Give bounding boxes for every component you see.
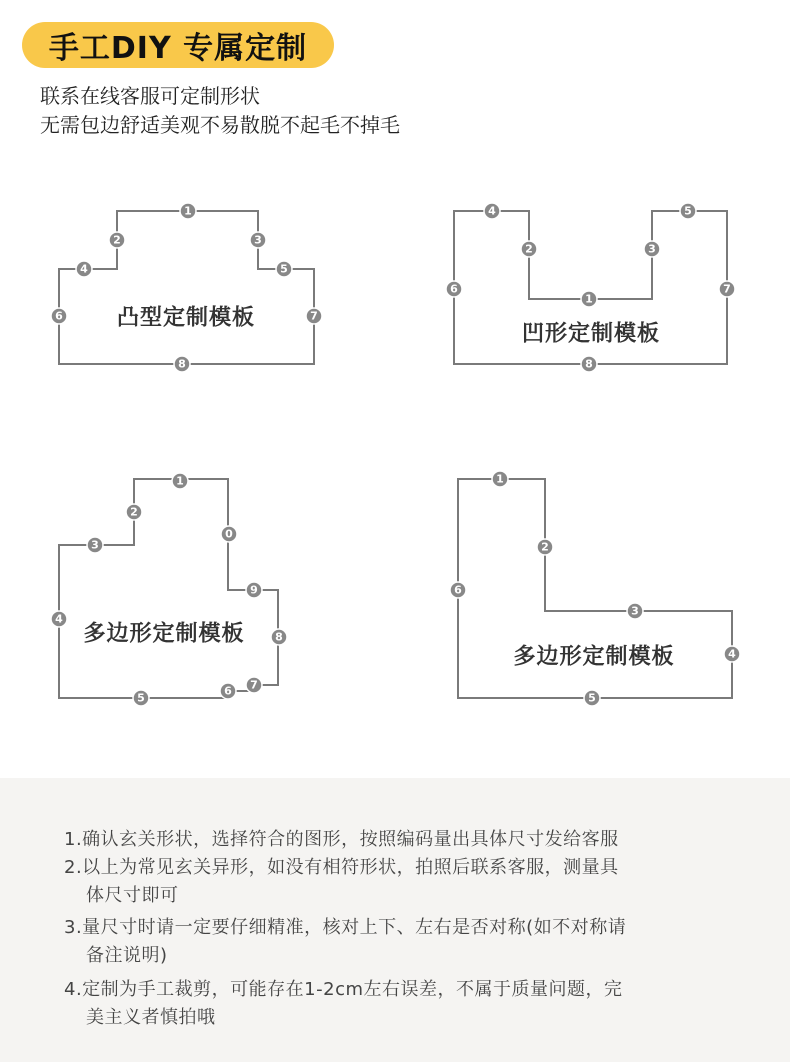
notes-panel	[0, 778, 790, 1062]
marker-6	[220, 683, 236, 699]
marker-2	[109, 232, 125, 248]
marker-label: 7	[723, 282, 731, 296]
marker-label: 7	[310, 309, 318, 323]
marker-label: 5	[280, 262, 288, 276]
marker-label: 6	[450, 282, 458, 296]
marker-label: 4	[55, 612, 63, 626]
note-1-line-1: 1.确认玄关形状，选择符合的图形，按照编码量出具体尺寸发给客服	[64, 829, 619, 850]
marker-label: 2	[130, 505, 138, 519]
marker-4	[724, 646, 740, 662]
marker-4	[484, 203, 500, 219]
marker-label: 8	[585, 357, 593, 371]
marker-label: 2	[541, 540, 549, 554]
marker-label: 2	[113, 233, 121, 247]
marker-3	[250, 232, 266, 248]
marker-7	[246, 677, 262, 693]
marker-label: 6	[55, 309, 63, 323]
marker-7	[306, 308, 322, 324]
marker-label: 4	[80, 262, 88, 276]
template-convex	[51, 203, 322, 372]
marker-6	[450, 582, 466, 598]
marker-label: 3	[254, 233, 262, 247]
marker-0	[221, 526, 237, 542]
template-concave-label: 凹形定制模板	[521, 321, 661, 347]
marker-6	[51, 308, 67, 324]
marker-label: 5	[684, 204, 692, 218]
marker-label: 8	[178, 357, 186, 371]
note-2-line-2: 体尺寸即可	[86, 885, 179, 906]
marker-2	[521, 241, 537, 257]
marker-label: 3	[648, 242, 656, 256]
marker-label: 4	[728, 647, 736, 661]
marker-6	[446, 281, 462, 297]
marker-2	[126, 504, 142, 520]
marker-8	[174, 356, 190, 372]
marker-label: 3	[91, 538, 99, 552]
marker-5	[584, 690, 600, 706]
template-polygon-b	[450, 471, 740, 706]
subtitle-line-2: 无需包边舒适美观不易散脱不起毛不掉毛	[40, 113, 400, 137]
template-polygon-a-label: 多边形定制模板	[83, 621, 245, 647]
marker-label: 6	[454, 583, 462, 597]
note-4-line-1: 4.定制为手工裁剪，可能存在1-2cm左右误差，不属于质量问题，完	[64, 979, 623, 1000]
note-3-line-1: 3.量尺寸时请一定要仔细精准，核对上下、左右是否对称(如不对称请	[64, 917, 627, 938]
marker-8	[581, 356, 597, 372]
note-2	[64, 854, 744, 910]
marker-label: 9	[250, 583, 258, 597]
marker-3	[644, 241, 660, 257]
marker-label: 1	[184, 204, 192, 218]
marker-5	[276, 261, 292, 277]
marker-label: 1	[585, 292, 593, 306]
marker-1	[492, 471, 508, 487]
marker-label: 1	[496, 472, 504, 486]
subtitle-line-1: 联系在线客服可定制形状	[40, 84, 260, 108]
marker-9	[246, 582, 262, 598]
header-title-pill: 手工DIY 专属定制	[22, 22, 334, 68]
marker-label: 0	[225, 527, 233, 541]
marker-label: 5	[588, 691, 596, 705]
marker-4	[76, 261, 92, 277]
template-convex-outline	[59, 211, 314, 364]
marker-label: 4	[488, 204, 496, 218]
marker-7	[719, 281, 735, 297]
marker-label: 3	[631, 604, 639, 618]
marker-label: 2	[525, 242, 533, 256]
marker-label: 6	[224, 684, 232, 698]
note-3-line-2: 备注说明)	[86, 945, 168, 966]
note-2-line-1: 2.以上为常见玄关异形，如没有相符形状，拍照后联系客服，测量具	[64, 857, 619, 878]
marker-3	[627, 603, 643, 619]
marker-8	[271, 629, 287, 645]
marker-3	[87, 537, 103, 553]
marker-label: 7	[250, 678, 258, 692]
note-3	[64, 914, 744, 970]
marker-1	[172, 473, 188, 489]
marker-1	[581, 291, 597, 307]
note-4-line-2: 美主义者慎拍哦	[86, 1007, 216, 1028]
marker-5	[680, 203, 696, 219]
note-4	[64, 976, 744, 1032]
marker-5	[133, 690, 149, 706]
template-concave	[446, 203, 735, 372]
marker-2	[537, 539, 553, 555]
template-convex-label: 凸型定制模板	[116, 305, 256, 331]
note-1	[64, 826, 744, 854]
template-polygon-b-label: 多边形定制模板	[513, 644, 675, 670]
marker-4	[51, 611, 67, 627]
marker-label: 5	[137, 691, 145, 705]
marker-label: 8	[275, 630, 283, 644]
template-polygon-a-outline	[59, 479, 278, 698]
template-polygon-a	[51, 473, 287, 706]
marker-1	[180, 203, 196, 219]
marker-label: 1	[176, 474, 184, 488]
